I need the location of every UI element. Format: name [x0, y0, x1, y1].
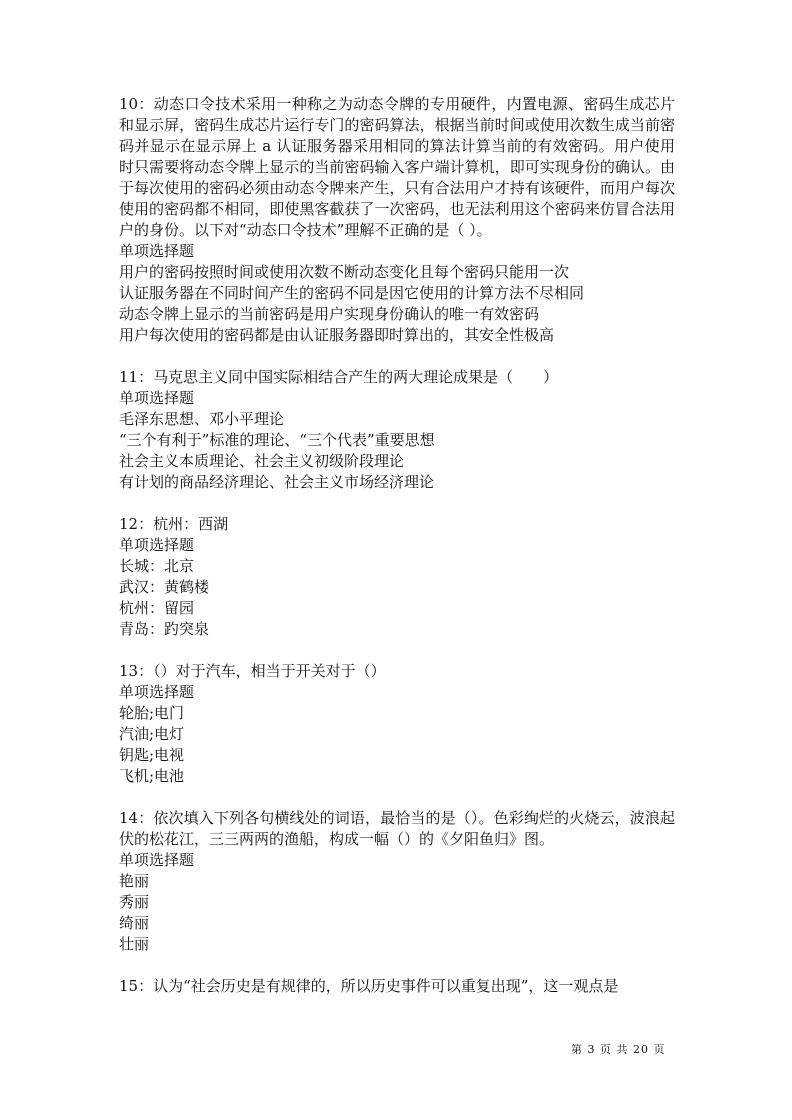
question-stem: 14：依次填入下列各句横线处的词语，最恰当的是（）。色彩绚烂的火烧云，波浪起伏的松花江，三三两两的渔船，构成一幅（）的《夕阳鱼归》图。: [119, 809, 675, 848]
option-b: 汽油;电灯: [119, 725, 185, 743]
option-c: 绮丽: [119, 914, 150, 932]
question-stem: 15：认为“社会历史是有规律的，所以历史事件可以重复出现”，这一观点是: [119, 977, 619, 995]
question-type: 单项选择题: [119, 851, 195, 869]
option-c: 杭州：留园: [119, 599, 195, 617]
question-type: 单项选择题: [119, 389, 195, 407]
question-type: 单项选择题: [119, 536, 195, 554]
option-c: 社会主义本质理论、社会主义初级阶段理论: [119, 452, 405, 470]
option-a: 长城：北京: [119, 557, 195, 575]
option-a: 毛泽东思想、邓小平理论: [119, 410, 285, 428]
question-14: [119, 808, 675, 955]
question-stem: 10：动态口令技术采用一种称之为动态令牌的专用硬件，内置电源、密码生成芯片和显示屏，密码生成芯片运行专门的密码算法，根据当前时间或使用次数生成当前密码并显示在显示屏上 a 认证服务器采用相同的算法计算当前的有效密码。用户使用时只需要将动态令牌上显示的当前密码输入客户端计算机，即可实现身份的确认。由于每次使用的密码必须由动态令牌来产生，只有合法用户才持有该硬件，而用户每次使用的密码都不相同，即使黑客截获了一次密码，也无法利用这个密码来仿冒合法用户的身份。以下对“动态口令技术”理解不正确的是（ ）。: [119, 95, 675, 239]
question-stem: 13：（）对于汽车，相当于开关对于（）: [119, 662, 386, 680]
option-d: 用户每次使用的密码都是由认证服务器即时算出的，其安全性极高: [119, 326, 555, 344]
option-d: 飞机;电池: [119, 767, 185, 785]
question-stem: 11：马克思主义同中国实际相结合产生的两大理论成果是（ ）: [119, 368, 559, 386]
option-b: 认证服务器在不同时间产生的密码不同是因它使用的计算方法不尽相同: [119, 284, 585, 302]
question-stem: 12：杭州：西湖: [119, 515, 229, 533]
question-11: [119, 367, 675, 493]
option-a: 用户的密码按照时间或使用次数不断动态变化且每个密码只能用一次: [119, 263, 570, 281]
option-b: 武汉：黄鹤楼: [119, 578, 210, 596]
question-12: [119, 514, 675, 640]
option-d: 青岛：趵突泉: [119, 620, 210, 638]
option-a: 轮胎;电门: [119, 704, 185, 722]
option-b: “三个有利于”标准的理论、“三个代表”重要思想: [119, 431, 435, 449]
option-c: 钥匙;电视: [119, 746, 185, 764]
question-15: [119, 976, 675, 997]
question-type: 单项选择题: [119, 683, 195, 701]
option-d: 有计划的商品经济理论、社会主义市场经济理论: [119, 473, 435, 491]
option-d: 壮丽: [119, 935, 150, 953]
question-type: 单项选择题: [119, 242, 195, 260]
page-number: 第 3 页 共 20 页: [571, 1043, 666, 1056]
option-a: 艳丽: [119, 872, 150, 890]
question-13: [119, 661, 675, 787]
question-list: [119, 94, 675, 1018]
question-10: [119, 94, 675, 346]
option-c: 动态令牌上显示的当前密码是用户实现身份确认的唯一有效密码: [119, 305, 540, 323]
option-b: 秀丽: [119, 893, 150, 911]
